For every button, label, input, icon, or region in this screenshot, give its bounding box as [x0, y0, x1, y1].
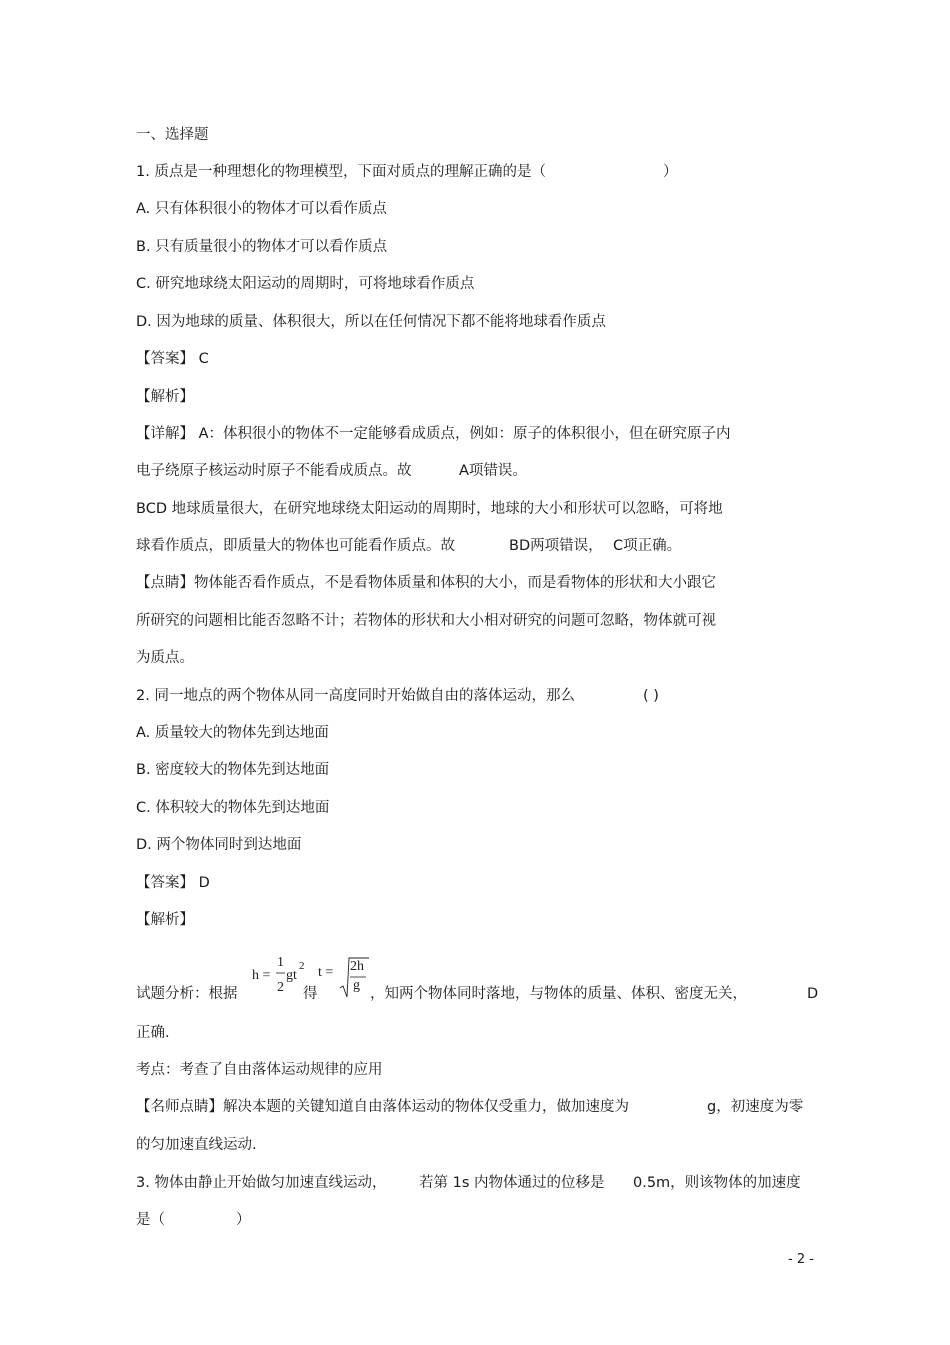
formula-g: g — [353, 978, 360, 993]
q1-detail-3: BCD 地球质量很大，在研究地球绕太阳运动的周期时，地球的大小和形状可以忽略，可将地 — [136, 501, 723, 517]
q3-stem-d: 是（ — [136, 1212, 165, 1228]
q1-option-b: B. 只有质量很小的物体才可以看作质点 — [136, 239, 388, 255]
q1-detail-1: 【详解】 A：体积很小的物体不一定能够看成质点，例如：原子的体积很小，但在研究原子内 — [136, 426, 731, 442]
q2-trial-de: 得 — [303, 986, 318, 1002]
q1-tip-1: 【点睛】物体能否看作质点，不是看物体质量和体积的大小，而是看物体的形状和大小跟它 — [136, 575, 716, 591]
q2-trial-d: 正确. — [136, 1025, 170, 1041]
q2-trial-c: D — [807, 986, 819, 1002]
formula-num-1: 1 — [277, 955, 284, 970]
q1-detail-4a: 球看作质点，即质量大的物体也可能看作质点。故 — [136, 538, 455, 554]
q1-option-a: A. 只有体积很小的物体才可以看作质点 — [136, 201, 387, 217]
formula-t-equals-sqrt-2h-over-g — [316, 955, 372, 1000]
q1-option-c: C. 研究地球绕太阳运动的周期时，可将地球看作质点 — [136, 276, 475, 292]
q2-tip-a: 【名师点睛】解决本题的关键知道自由落体运动的物体仅受重力，做加速度为 — [136, 1099, 629, 1115]
q2-tip-c: 的匀加速直线运动. — [136, 1137, 257, 1153]
q2-option-b: B. 密度较大的物体先到达地面 — [136, 762, 330, 778]
q1-stem: 1. 质点是一种理想化的物理模型，下面对质点的理解正确的是（ — [136, 164, 546, 180]
q3-stem-c: 0.5m，则该物体的加速度 — [633, 1175, 801, 1191]
q1-answer: 【答案】 C — [136, 351, 209, 367]
q2-option-a: A. 质量较大的物体先到达地面 — [136, 725, 329, 741]
q2-trial-b: ，知两个物体同时落地，与物体的质量、体积、密度无关， — [370, 986, 747, 1002]
q1-tip-2: 所研究的问题相比能否忽略不计；若物体的形状和大小相对研究的问题可忽略，物体就可视 — [136, 613, 716, 629]
q3-paren-close: ） — [236, 1212, 251, 1228]
formula-h: h = — [252, 968, 271, 983]
formula-den-2: 2 — [277, 980, 284, 995]
page-number: - 2 - — [788, 1252, 814, 1267]
q1-detail-2b: A项错误。 — [459, 463, 527, 479]
q2-answer: 【答案】 D — [136, 875, 210, 891]
q1-analysis: 【解析】 — [136, 389, 194, 405]
q2-kaodian: 考点：考查了自由落体运动规律的应用 — [136, 1062, 383, 1078]
q1-detail-2a: 电子绕原子核运动时原子不能看成质点。故 — [136, 463, 412, 479]
q2-paren: ( ) — [643, 688, 659, 704]
q2-trial-a: 试题分析：根据 — [136, 986, 238, 1002]
formula-exp: 2 — [299, 960, 305, 972]
q2-tip-b: g，初速度为零 — [707, 1099, 804, 1115]
formula-t: t = — [318, 965, 334, 980]
q1-tip-3: 为质点。 — [136, 650, 194, 666]
q2-option-d: D. 两个物体同时到达地面 — [136, 837, 302, 853]
q2-analysis: 【解析】 — [136, 912, 194, 928]
formula-2h: 2h — [350, 959, 364, 974]
q2-stem: 2. 同一地点的两个物体从同一高度同时开始做自由的落体运动，那么 — [136, 688, 575, 704]
q1-detail-4b: BD两项错误， — [509, 538, 603, 554]
q1-paren-close: ） — [663, 164, 678, 180]
q3-stem-a: 3. 物体由静止开始做匀加速直线运动， — [136, 1175, 387, 1191]
q1-detail-4c: C项正确。 — [613, 538, 682, 554]
section-title: 一、选择题 — [136, 127, 209, 143]
q1-option-d: D. 因为地球的质量、体积很大，所以在任何情况下都不能将地球看作质点 — [136, 314, 606, 330]
formula-gt: gt — [286, 968, 297, 983]
q2-option-c: C. 体积较大的物体先到达地面 — [136, 800, 330, 816]
q3-stem-b: 若第 1s 内物体通过的位移是 — [419, 1175, 605, 1191]
